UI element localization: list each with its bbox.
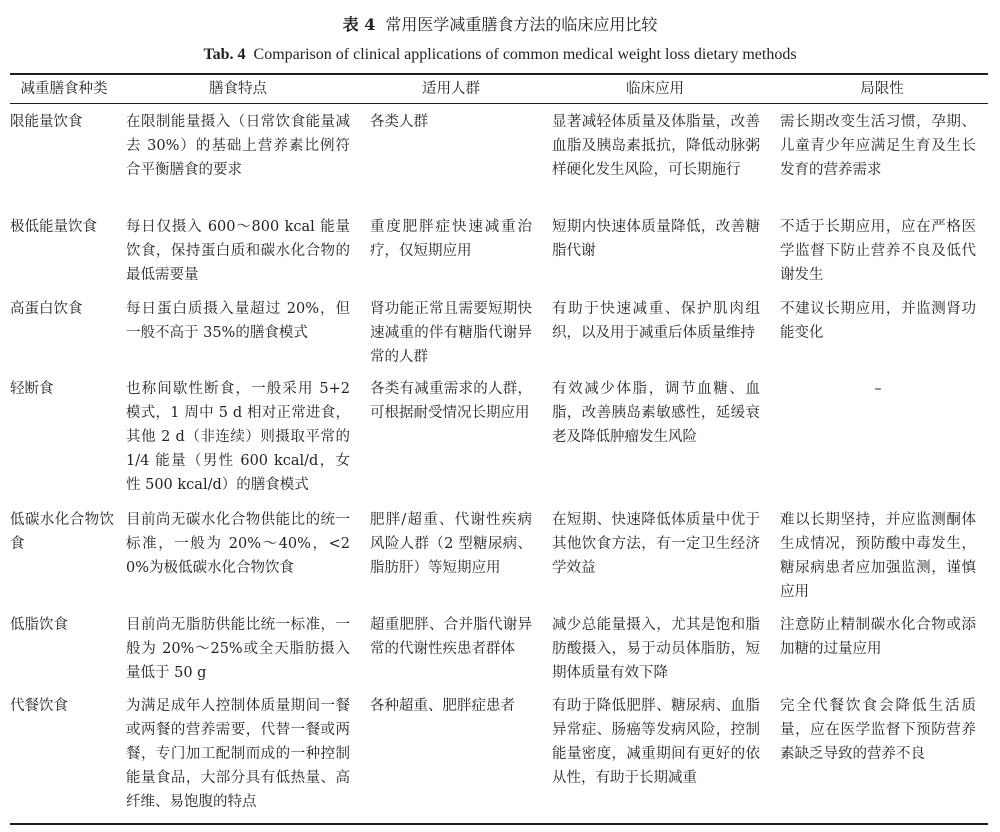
cell-limitations: 不适于长期应用，应在严格医学监督下防止营养不良及低代谢发生 bbox=[780, 219, 976, 283]
cell-application: 减少总能量摄入，尤其是饱和脂肪酸摄入，易于动员体脂肪，短期体质量有效下降 bbox=[552, 617, 760, 681]
cell-diet-type: 低碳水化合物饮食 bbox=[10, 512, 114, 552]
cell-application: 短期内快速体质量降低，改善糖脂代谢 bbox=[552, 219, 760, 259]
cell-limitations: – bbox=[874, 381, 882, 397]
column-header-application: 临床应用 bbox=[626, 81, 684, 97]
cell-application: 显著减轻体质量及体脂量，改善血脂及胰岛素抵抗，降低动脉粥样硬化发生风险，可长期施行 bbox=[552, 114, 760, 178]
table-title-zh: 常用医学减重膳食方法的临床应用比较 bbox=[385, 15, 658, 34]
cell-population: 肥胖/超重、代谢性疾病风险人群（2 型糖尿病、脂肪肝）等短期应用 bbox=[370, 512, 532, 576]
cell-population: 各类人群 bbox=[370, 114, 428, 130]
cell-features: 也称间歇性断食，一般采用 5+2 模式，1 周中 5 d 相对正常进食，其他 2 d（非连续）则摄取平常的 1/4 能量（男性 600 kcal/d，女性 500 kcal/d）的膳食模式 bbox=[126, 381, 350, 493]
table-caption-zh bbox=[0, 14, 1000, 36]
cell-features: 在限制能量摄入（日常饮食能量减去 30%）的基础上营养素比例符合平衡膳食的要求 bbox=[126, 114, 350, 178]
cell-population: 各类有减重需求的人群，可根据耐受情况长期应用 bbox=[370, 381, 532, 421]
cell-population: 超重肥胖、合并脂代谢异常的代谢性疾患者群体 bbox=[370, 617, 532, 657]
cell-application: 在短期、快速降低体质量中优于其他饮食方法，有一定卫生经济学效益 bbox=[552, 512, 760, 576]
cell-diet-type: 限能量饮食 bbox=[10, 114, 83, 130]
cell-population: 重度肥胖症快速减重治疗，仅短期应用 bbox=[370, 219, 532, 259]
cell-limitations: 完全代餐饮食会降低生活质量，应在医学监督下预防营养素缺乏导致的营养不良 bbox=[780, 698, 976, 762]
cell-diet-type: 代餐饮食 bbox=[10, 698, 68, 714]
cell-application: 有助于降低肥胖、糖尿病、血脂异常症、肠癌等发病风险，控制能量密度，减重期间有更好的依从性，有助于长期减重 bbox=[552, 698, 760, 786]
cell-limitations: 不建议长期应用，并监测肾功能变化 bbox=[780, 301, 976, 341]
table-header-rule bbox=[10, 103, 988, 104]
cell-features: 每日蛋白质摄入量超过 20%，但一般不高于 35%的膳食模式 bbox=[126, 301, 350, 341]
cell-population: 各种超重、肥胖症患者 bbox=[370, 698, 515, 714]
table-caption-en bbox=[0, 44, 1000, 66]
cell-limitations: 注意防止精制碳水化合物或添加糖的过量应用 bbox=[780, 617, 976, 657]
cell-application: 有助于快速减重、保护肌肉组织，以及用于减重后体质量维持 bbox=[552, 301, 760, 341]
column-header-limitations: 局限性 bbox=[860, 81, 904, 97]
cell-diet-type: 极低能量饮食 bbox=[10, 219, 97, 235]
cell-features: 目前尚无碳水化合物供能比的统一标准，一般为 20%～40%，<20%为极低碳水化合物饮食 bbox=[126, 512, 350, 576]
table-label-en: Tab. 4 bbox=[203, 46, 246, 63]
cell-population: 肾功能正常且需要短期快速减重的伴有糖脂代谢异常的人群 bbox=[370, 301, 532, 365]
cell-diet-type: 轻断食 bbox=[10, 381, 54, 397]
cell-features: 每日仅摄入 600～800 kcal 能量饮食，保持蛋白质和碳水化合物的最低需要量 bbox=[126, 219, 350, 283]
cell-application: 有效减少体脂，调节血糖、血脂，改善胰岛素敏感性，延缓衰老及降低肿瘤发生风险 bbox=[552, 381, 760, 445]
column-header-population: 适用人群 bbox=[422, 81, 480, 97]
table-label-zh: 表 4 bbox=[342, 15, 376, 34]
column-header-type: 减重膳食种类 bbox=[20, 81, 108, 97]
cell-features: 为满足成年人控制体质量期间一餐或两餐的营养需要，代替一餐或两餐，专门加工配制而成的一种控制能量食品，大部分具有低热量、高纤维、易饱腹的特点 bbox=[126, 698, 350, 810]
cell-features: 目前尚无脂肪供能比统一标准，一般为 20%～25%或全天脂肪摄入量低于 50 g bbox=[126, 617, 350, 681]
cell-limitations: 需长期改变生活习惯，孕期、儿童青少年应满足生育及生长发育的营养需求 bbox=[780, 114, 976, 178]
cell-limitations: 难以长期坚持，并应监测酮体生成情况，预防酸中毒发生，糖尿病患者应加强监测，谨慎应用 bbox=[780, 512, 976, 600]
table-bottom-rule bbox=[10, 823, 988, 825]
cell-diet-type: 高蛋白饮食 bbox=[10, 301, 83, 317]
column-header-features: 膳食特点 bbox=[209, 81, 267, 97]
cell-diet-type: 低脂饮食 bbox=[10, 617, 68, 633]
table-title-en: Comparison of clinical applications of common medical weight loss dietary methods bbox=[253, 46, 797, 63]
